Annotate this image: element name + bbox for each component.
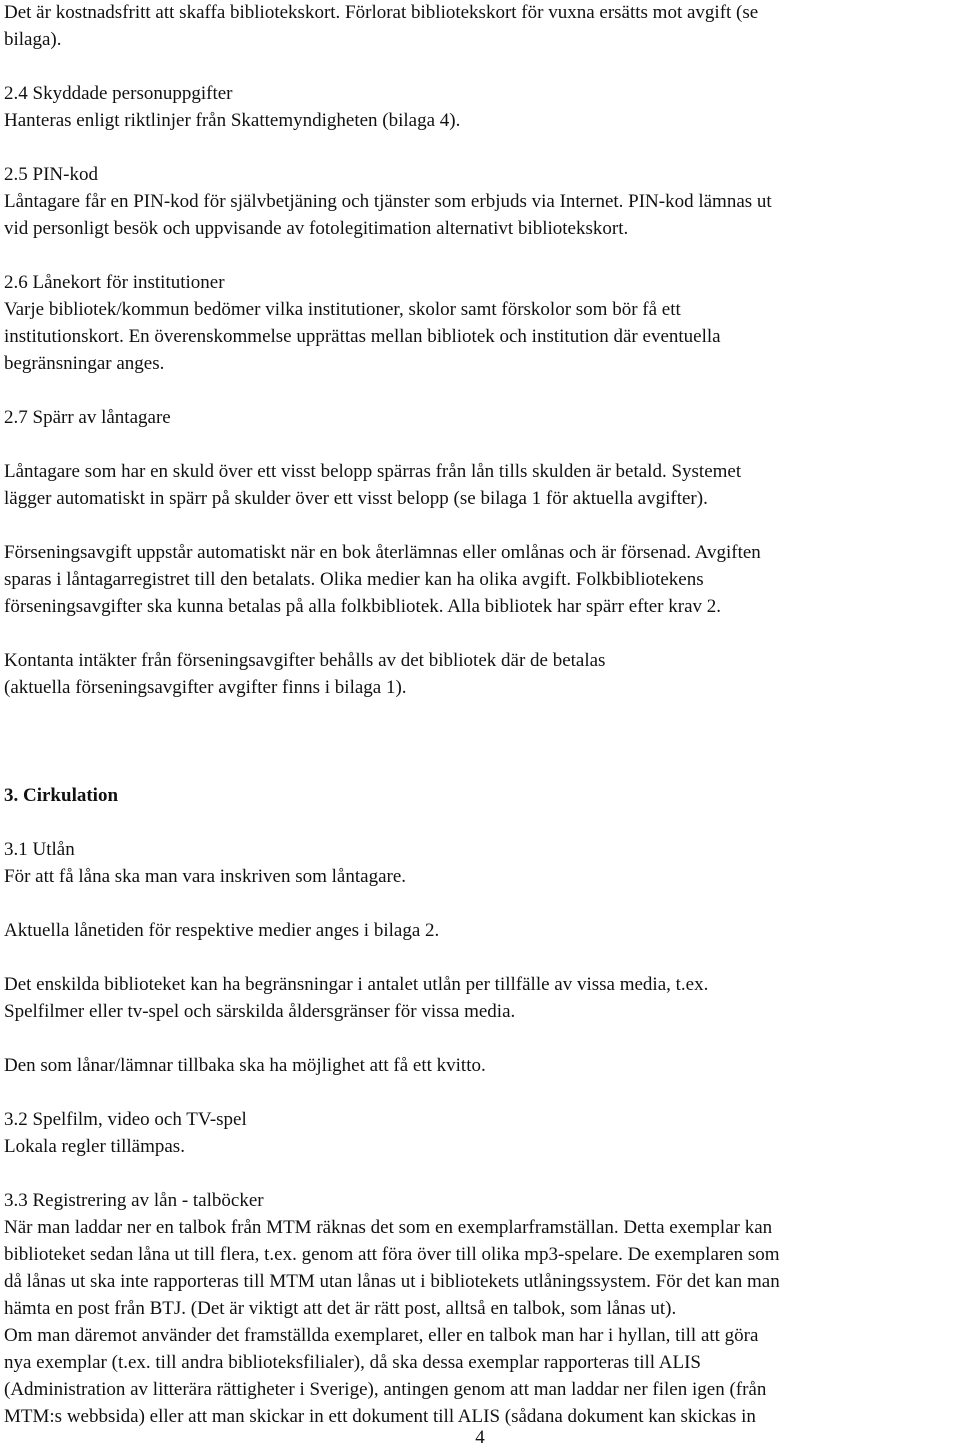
- section-3-heading: [4, 782, 949, 809]
- text-line: (Administration av litterära rättigheter i Sverige), antingen genom att man laddar ner filen igen (från: [4, 1379, 767, 1400]
- loan-period-paragraph: [4, 917, 949, 944]
- text-line: 3.3 Registrering av lån - talböcker: [4, 1190, 264, 1211]
- text-line: (aktuella förseningsavgifter avgifter finns i bilaga 1).: [4, 677, 407, 698]
- text-line: sparas i låntagarregistret till den betalats. Olika medier kan ha olika avgift. Folkbibliotekens: [4, 569, 704, 590]
- text-line: Spelfilmer eller tv-spel och särskilda åldersgränser för vissa media.: [4, 1001, 516, 1022]
- text-line: 3.2 Spelfilm, video och TV-spel: [4, 1109, 247, 1130]
- blank-line: [4, 944, 949, 971]
- document-page: [4, 0, 949, 1430]
- text-line: 2.6 Lånekort för institutioner: [4, 272, 225, 293]
- receipt-paragraph: [4, 1052, 949, 1079]
- blank-line: [4, 1025, 949, 1052]
- section-3-3: [4, 1187, 949, 1430]
- blank-line: [4, 431, 949, 458]
- text-line: Låntagare får en PIN-kod för självbetjäning och tjänster som erbjuds via Internet. PIN-kod lämnas ut: [4, 191, 772, 212]
- blank-line: [4, 53, 949, 80]
- text-line: begränsningar anges.: [4, 353, 165, 374]
- text-line: 2.5 PIN-kod: [4, 164, 98, 185]
- blank-line: [4, 377, 949, 404]
- cash-income-paragraph: [4, 647, 949, 701]
- text-line: Varje bibliotek/kommun bedömer vilka institutioner, skolor samt förskolor som bör få ett: [4, 299, 681, 320]
- text-line: Lokala regler tillämpas.: [4, 1136, 185, 1157]
- text-line: vid personligt besök och uppvisande av fotolegitimation alternativt bibliotekskort.: [4, 218, 629, 239]
- text-line: Förseningsavgift uppstår automatiskt när en bok återlämnas eller omlånas och är försenad. Avgiften: [4, 542, 761, 563]
- blank-line: [4, 701, 949, 728]
- text-line: Den som lånar/lämnar tillbaka ska ha möjlighet att få ett kvitto.: [4, 1055, 486, 1076]
- blank-line: [4, 1160, 949, 1187]
- text-line: nya exemplar (t.ex. till andra biblioteksfilialer), då ska dessa exemplar rapporteras till ALIS: [4, 1352, 701, 1373]
- section-2-7-paragraph: [4, 458, 949, 512]
- text-line: Hanteras enligt riktlinjer från Skattemyndigheten (bilaga 4).: [4, 110, 461, 131]
- text-line: 2.4 Skyddade personuppgifter: [4, 83, 233, 104]
- section-2-6: [4, 269, 949, 377]
- text-line: Det är kostnadsfritt att skaffa bibliotekskort. Förlorat bibliotekskort för vuxna ersätts mot avgift (se: [4, 2, 759, 23]
- blank-line: [4, 242, 949, 269]
- text-line: hämta en post från BTJ. (Det är viktigt att det är rätt post, alltså en talbok, som lånas ut).: [4, 1298, 677, 1319]
- section-3-1: [4, 836, 949, 890]
- blank-line: [4, 1079, 949, 1106]
- text-line: 2.7 Spärr av låntagare: [4, 407, 171, 428]
- text-line: institutionskort. En överenskommelse upprättas mellan bibliotek och institution där eventuella: [4, 326, 721, 347]
- text-line: 3. Cirkulation: [4, 785, 119, 806]
- blank-line: [4, 809, 949, 836]
- text-line: För att få låna ska man vara inskriven som låntagare.: [4, 866, 407, 887]
- text-line: bilaga).: [4, 29, 62, 50]
- blank-line: [4, 512, 949, 539]
- text-line: förseningsavgifter ska kunna betalas på alla folkbibliotek. Alla bibliotek har spärr efter krav 2.: [4, 596, 722, 617]
- blank-line: [4, 728, 949, 755]
- late-fee-paragraph: [4, 539, 949, 620]
- text-line: biblioteket sedan låna ut till flera, t.ex. genom att föra över till olika mp3-spelare. De exemplaren som: [4, 1244, 780, 1265]
- blank-line: [4, 755, 949, 782]
- section-2-4: [4, 80, 949, 134]
- loan-limits-paragraph: [4, 971, 949, 1025]
- text-line: Låntagare som har en skuld över ett visst belopp spärras från lån tills skulden är betald. Systemet: [4, 461, 742, 482]
- text-line: Det enskilda biblioteket kan ha begränsningar i antalet utlån per tillfälle av vissa media, t.ex.: [4, 974, 709, 995]
- text-line: 3.1 Utlån: [4, 839, 75, 860]
- blank-line: [4, 134, 949, 161]
- section-2-7-heading: [4, 404, 949, 431]
- text-line: MTM:s webbsida) eller att man skickar in ett dokument till ALIS (sådana dokument kan skickas in: [4, 1406, 756, 1427]
- text-line: Aktuella lånetiden för respektive medier anges i bilaga 2.: [4, 920, 440, 941]
- section-3-2: [4, 1106, 949, 1160]
- blank-line: [4, 890, 949, 917]
- text-line: lägger automatiskt in spärr på skulder över ett visst belopp (se bilaga 1 för aktuella avgifter).: [4, 488, 708, 509]
- text-line: Om man däremot använder det framställda exemplaret, eller en talbok man har i hyllan, till att göra: [4, 1325, 759, 1346]
- section-2-5: [4, 161, 949, 242]
- page-number: 4: [475, 1427, 485, 1448]
- intro-paragraph: [4, 0, 949, 53]
- blank-line: [4, 620, 949, 647]
- text-line: När man laddar ner en talbok från MTM räknas det som en exemplarframställan. Detta exemplar kan: [4, 1217, 773, 1238]
- text-line: då lånas ut ska inte rapporteras till MTM utan lånas ut i bibliotekets utlåningssystem. För det kan man: [4, 1271, 780, 1292]
- text-line: Kontanta intäkter från förseningsavgifter behålls av det bibliotek där de betalas: [4, 650, 606, 671]
